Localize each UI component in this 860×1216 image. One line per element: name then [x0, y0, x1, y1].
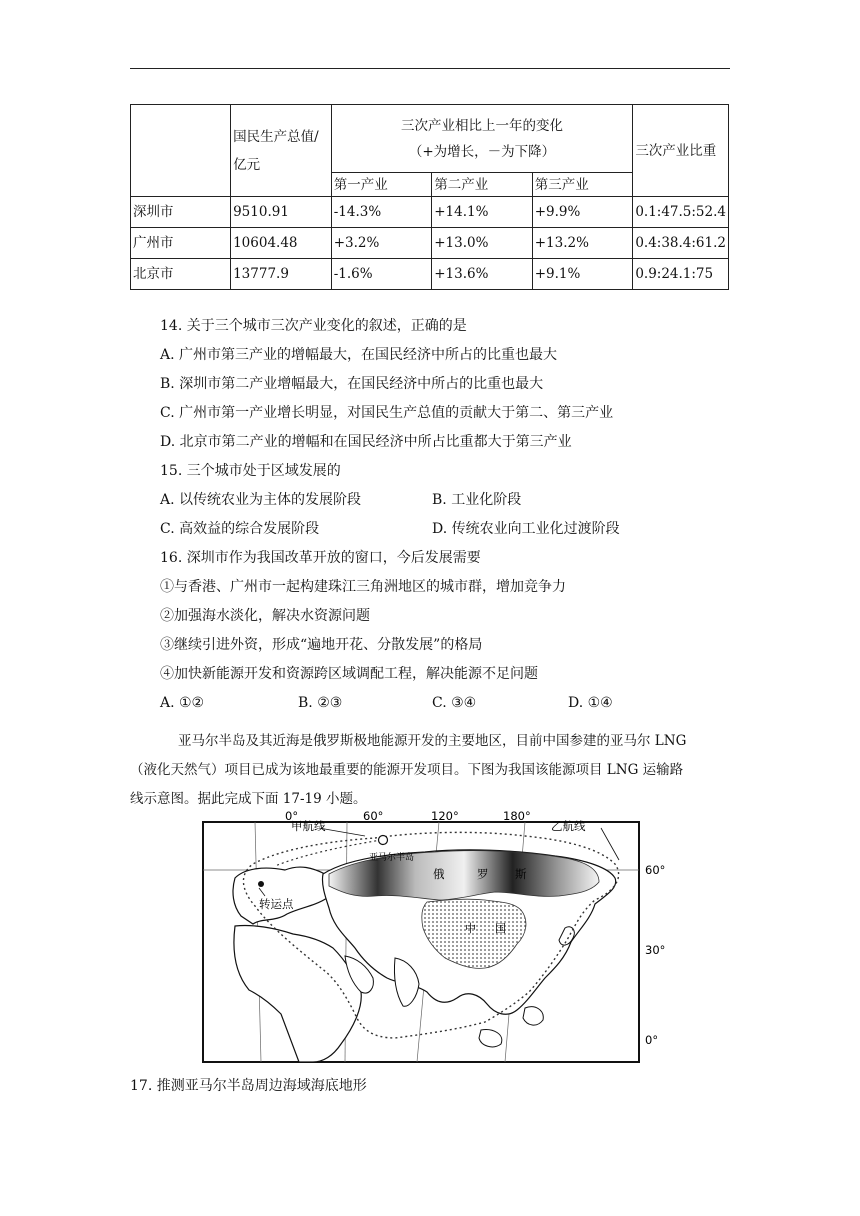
table-row [131, 259, 729, 290]
q16-option-c[interactable]: C. ③④ [432, 695, 477, 711]
row-city: 深圳市 [131, 197, 231, 228]
row-gdp: 10604.48 [231, 228, 332, 259]
row-ratio: 0.1:47.5:52.4 [633, 197, 729, 228]
q15-stem: 15. 三个城市处于区域发展的 [160, 463, 341, 479]
q16-stem: 16. 深圳市作为我国改革开放的窗口，今后发展需要 [160, 550, 481, 566]
table-row [131, 197, 729, 228]
row-secondary: +14.1% [432, 197, 533, 228]
map-label-lon-60: 60° [363, 809, 384, 823]
table-header-change [331, 105, 633, 173]
map-label-yamal: 亚马尔半岛 [369, 853, 415, 863]
map-label-lat-60: 60° [645, 863, 666, 877]
row-tertiary: +9.9% [532, 197, 633, 228]
map-label-lon-180: 180° [503, 809, 531, 823]
row-secondary: +13.0% [432, 228, 533, 259]
change-header-line2: （+为增长，－为下降） [408, 143, 556, 160]
q14-stem: 14. 关于三个城市三次产业变化的叙述，正确的是 [160, 318, 467, 334]
q15-option-a[interactable]: A. 以传统农业为主体的发展阶段 [160, 492, 362, 508]
row-secondary: +13.6% [432, 259, 533, 290]
map-label-russia-1: 俄 [433, 867, 445, 881]
map-label-lat-30: 30° [645, 943, 666, 957]
data-table [130, 104, 729, 290]
row-city: 北京市 [131, 259, 231, 290]
lng-route-map [195, 808, 675, 1070]
map-label-route-b: 乙航线 [551, 819, 586, 833]
change-header-line1: 三次产业相比上一年的变化 [401, 117, 564, 134]
table-corner-cell [131, 105, 231, 197]
q14-option-d[interactable]: D. 北京市第二产业的增幅和在国民经济中所占比重都大于第三产业 [160, 434, 572, 450]
q16-statement-3: ③继续引进外资，形成“遍地开花、分散发展”的格局 [160, 637, 483, 653]
table-row [131, 228, 729, 259]
table-sub-header-3: 第三产业 [532, 173, 633, 197]
q15-option-d[interactable]: D. 传统农业向工业化过渡阶段 [432, 521, 620, 537]
intro-line-1: 亚马尔半岛及其近海是俄罗斯极地能源开发的主要地区，目前中国参建的亚马尔 LNG [178, 733, 687, 749]
intro-line-3: 线示意图。据此完成下面 17-19 小题。 [130, 791, 367, 807]
row-city: 广州市 [131, 228, 231, 259]
map-label-russia-2: 罗 [477, 867, 489, 881]
q14-option-c[interactable]: C. 广州市第一产业增长明显，对国民生产总值的贡献大于第二、第三产业 [160, 405, 614, 421]
row-primary: -14.3% [331, 197, 431, 228]
table-sub-header-1: 第一产业 [331, 173, 431, 197]
intro-line-2: （液化天然气）项目已成为该地最重要的能源开发项目。下图为我国该能源项目 LNG 运输路 [130, 762, 684, 778]
q16-option-d[interactable]: D. ①④ [568, 695, 613, 711]
row-gdp: 13777.9 [231, 259, 332, 290]
q16-statement-4: ④加快新能源开发和资源跨区域调配工程，解决能源不足问题 [160, 666, 538, 682]
q16-option-b[interactable]: B. ②③ [298, 695, 343, 711]
q16-statement-1: ①与香港、广州市一起构建珠江三角洲地区的城市群，增加竞争力 [160, 579, 566, 595]
table-header-gdp [231, 105, 332, 197]
table-header-ratio: 三次产业比重 [633, 105, 729, 197]
row-primary: -1.6% [331, 259, 431, 290]
map-label-lat-0: 0° [645, 1033, 659, 1047]
yamal-marker [379, 836, 388, 845]
transfer-point-marker [258, 881, 264, 887]
row-ratio: 0.4:38.4:61.2 [633, 228, 729, 259]
map-label-route-a: 甲航线 [291, 819, 326, 833]
map-label-lon-120: 120° [431, 809, 459, 823]
row-gdp: 9510.91 [231, 197, 332, 228]
q15-option-b[interactable]: B. 工业化阶段 [432, 492, 522, 508]
table-sub-header-2: 第二产业 [432, 173, 533, 197]
island-land [523, 1007, 543, 1025]
q14-option-b[interactable]: B. 深圳市第二产业增幅最大，在国民经济中所占的比重也最大 [160, 376, 544, 392]
map-label-transfer: 转运点 [259, 897, 294, 911]
map-label-china-1: 中 [465, 922, 476, 935]
q15-option-c[interactable]: C. 高效益的综合发展阶段 [160, 521, 320, 537]
row-primary: +3.2% [331, 228, 431, 259]
map-label-china-2: 国 [495, 922, 506, 935]
map-label-russia-3: 斯 [515, 867, 527, 881]
gdp-header-line2: 亿元 [233, 156, 261, 173]
q16-option-a[interactable]: A. ①② [160, 695, 205, 711]
row-ratio: 0.9:24.1:75 [633, 259, 729, 290]
q17-stem: 17. 推测亚马尔半岛周边海域海底地形 [130, 1078, 367, 1094]
header-rule [130, 68, 730, 69]
gdp-header-line1: 国民生产总值/ [233, 128, 319, 145]
map-label-lon-0: 0° [285, 809, 299, 823]
q16-statement-2: ②加强海水淡化，解决水资源问题 [160, 608, 370, 624]
row-tertiary: +13.2% [532, 228, 633, 259]
row-tertiary: +9.1% [532, 259, 633, 290]
q14-option-a[interactable]: A. 广州市第三产业的增幅最大，在国民经济中所占的比重也最大 [160, 347, 558, 363]
